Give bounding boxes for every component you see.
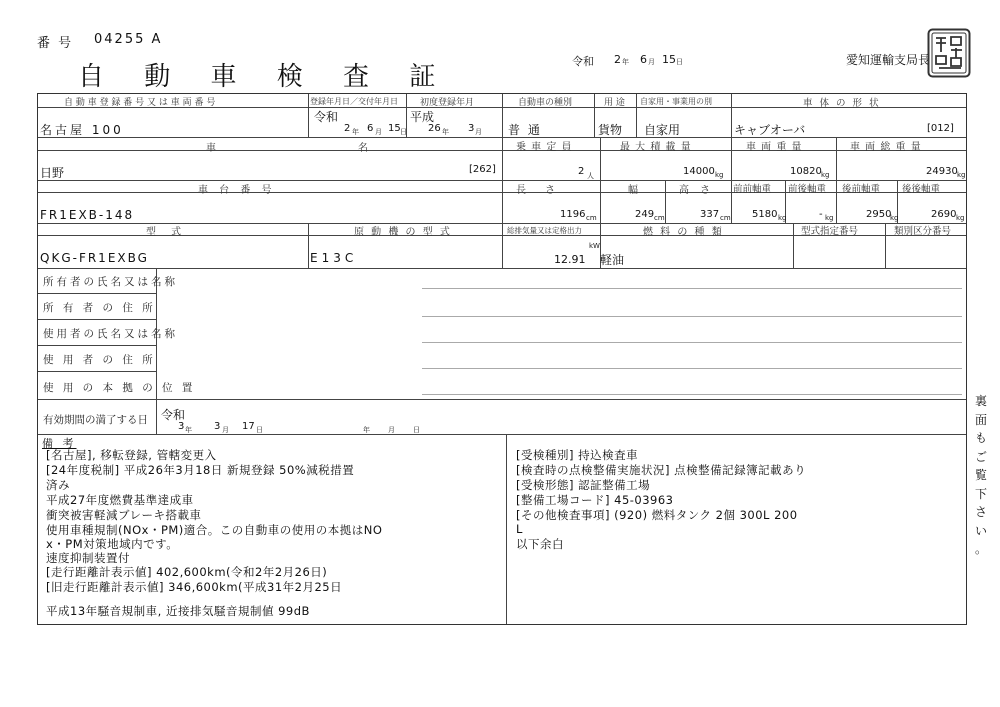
remark-line: [走行距離計表示値] 402,600km(令和2年2月26日) — [46, 565, 328, 579]
displacement-unit: kW — [589, 242, 600, 250]
certificate-number-label: 番 号 — [37, 36, 74, 51]
chassis-number: FR1EXB-148 — [40, 208, 135, 222]
kg-unit: kg — [821, 171, 830, 179]
label-first-registration: 初度登録年月 — [420, 98, 475, 108]
make-code: [262] — [469, 164, 496, 175]
issue-day-unit: 日 — [676, 58, 683, 66]
fuel-type: 軽油 — [600, 253, 625, 267]
blank-line — [422, 394, 962, 395]
rule — [594, 94, 595, 137]
rule — [836, 180, 837, 223]
rule — [308, 223, 309, 268]
day-unit: 日 — [400, 128, 407, 136]
gross-weight: 24930 — [926, 166, 958, 177]
remark-line: [その他検査事項] (920) 燃料タンク 2個 300L 200 — [516, 508, 798, 522]
remark-line: 速度抑制装置付 — [46, 551, 130, 565]
rule — [308, 94, 309, 137]
rule — [836, 137, 837, 180]
year-unit: 年 — [185, 426, 192, 434]
private-business: 自家用 — [644, 123, 681, 137]
expiry-day: 17 — [242, 421, 255, 432]
vehicle-kind: 普 通 — [508, 123, 542, 137]
label-front-front-axle: 前前軸重 — [733, 184, 772, 195]
rule — [38, 434, 966, 435]
label-displacement: 総排気量又は定格出力 — [507, 226, 582, 235]
first-registration-year: 26 — [428, 123, 441, 134]
remark-line: [名古屋], 移転登録, 管轄変更入 — [46, 448, 217, 462]
year-unit: 年 — [442, 128, 449, 136]
remark-line: 使用車種規制(NOx・PM)適合。この自動車の使用の本拠はNO — [46, 523, 383, 537]
remark-line: 平成27年度燃費基準達成車 — [46, 493, 194, 507]
kg-unit: kg — [778, 214, 787, 222]
remark-line: [受検種別] 持込検査車 — [516, 448, 639, 462]
remark-line: 衝突被害軽減ブレーキ搭載車 — [46, 508, 202, 522]
cm-unit: cm — [720, 214, 731, 222]
issue-date-year: 2 — [614, 53, 621, 66]
vehicle-weight: 10820 — [790, 166, 822, 177]
cm-unit: cm — [586, 214, 597, 222]
label-height: 高 さ — [679, 185, 715, 196]
capacity: 2 — [578, 166, 585, 177]
label-base-location: 使 用 の 本 拠 の 位 置 — [43, 382, 196, 394]
label-fuel-type: 燃 料 の 種 類 — [643, 227, 724, 238]
rear-front-axle-weight: 2950 — [866, 209, 892, 220]
rule — [665, 180, 666, 223]
issuer-name: 愛知運輸支局長 — [846, 53, 931, 67]
expiry-year: 3 — [178, 421, 185, 432]
official-seal — [927, 28, 971, 78]
issue-year-unit: 年 — [622, 58, 629, 66]
label-owner-name: 所有者の氏名又は名称 — [43, 276, 178, 288]
rear-rear-axle-weight: 2690 — [931, 209, 957, 220]
label-private-business: 自家用・事業用の別 — [640, 97, 712, 106]
rule — [506, 434, 507, 624]
remark-line: [整備工場コード] 45-03963 — [516, 493, 674, 507]
rule — [502, 180, 503, 223]
blank-day-unit: 日 — [413, 426, 420, 434]
cm-unit: cm — [654, 214, 665, 222]
label-length: 長 さ — [516, 185, 564, 196]
rule — [38, 319, 156, 320]
blank-line — [422, 342, 962, 343]
usage: 貨物 — [598, 123, 623, 137]
make: 日野 — [40, 166, 65, 180]
month-unit: 月 — [375, 128, 382, 136]
rule — [38, 293, 156, 294]
displacement: 12.91 — [554, 253, 586, 266]
kg-unit: kg — [890, 214, 899, 222]
max-load: 14000 — [683, 166, 715, 177]
label-make: 車 — [206, 143, 216, 154]
side-note-char: 面 — [974, 412, 987, 427]
rule — [636, 94, 637, 137]
issue-date-month: 6 — [640, 53, 647, 66]
label-gross-weight: 車 両 総 重 量 — [850, 142, 922, 153]
remarks-label: 備 考 — [42, 437, 77, 450]
label-body-shape: 車 体 の 形 状 — [803, 98, 881, 109]
rule — [885, 223, 886, 268]
label-user-name: 使用者の氏名又は名称 — [43, 328, 178, 340]
body-shape: キャブオーバ — [734, 123, 806, 137]
certificate-number: 04255 A — [94, 32, 163, 47]
capacity-unit: 人 — [587, 172, 594, 180]
remark-line: 済み — [46, 478, 70, 492]
kg-unit: kg — [715, 171, 724, 179]
rule — [600, 137, 601, 180]
label-width: 幅 — [628, 185, 638, 196]
front-rear-axle-weight: - — [819, 209, 823, 220]
remark-line: [旧走行距離計表示値] 346,600km(平成31年2月25日 — [46, 580, 343, 594]
label-max-load: 最 大 積 載 量 — [620, 142, 692, 153]
blank-month-unit: 月 — [388, 426, 395, 434]
engine-model: E13C — [310, 251, 358, 265]
first-registration-month: 3 — [468, 123, 475, 134]
remark-line: L — [516, 522, 523, 536]
document-title: 自 動 車 検 査 証 — [78, 62, 452, 92]
label-registration-number: 自 動 車 登 録 番 号 又 は 車 両 番 号 — [64, 98, 216, 108]
label-user-address: 使 用 者 の 住 所 — [43, 354, 156, 366]
side-note-char: 裏 — [974, 394, 987, 408]
label-usage: 用 途 — [604, 98, 625, 108]
label-vehicle-weight: 車 両 重 量 — [746, 142, 803, 153]
rule — [38, 399, 966, 400]
rule — [38, 371, 156, 372]
expiry-era: 令和 — [161, 408, 186, 422]
side-note-char: 覧 — [974, 468, 987, 482]
issue-date-era: 令和 — [572, 55, 594, 68]
rule — [502, 137, 503, 180]
label-name: 名 — [358, 143, 368, 154]
month-unit: 月 — [222, 426, 229, 434]
side-note-char: い — [974, 523, 987, 538]
issue-date-day: 15 — [662, 53, 676, 66]
rule — [600, 180, 601, 223]
label-category-number: 類別区分番号 — [894, 226, 952, 237]
label-owner-address: 所 有 者 の 住 所 — [43, 302, 156, 314]
side-note-char: 下 — [974, 486, 987, 501]
label-type-designation: 型式指定番号 — [801, 226, 859, 237]
issue-month-unit: 月 — [648, 58, 655, 66]
side-note-char: 。 — [974, 542, 987, 556]
certificate-table — [37, 93, 967, 625]
rule — [731, 180, 732, 223]
kg-unit: kg — [825, 214, 834, 222]
registration-day: 15 — [388, 123, 401, 134]
front-front-axle-weight: 5180 — [752, 209, 778, 220]
kg-unit: kg — [957, 171, 966, 179]
blank-line — [422, 288, 962, 289]
side-note-char: さ — [974, 505, 987, 519]
label-vehicle-kind: 自動車の種別 — [518, 98, 573, 108]
remark-line: [検査時の点検整備実施状況] 点検整備記録簿記載あり — [516, 463, 807, 477]
length: 1196 — [560, 209, 586, 220]
rule — [793, 223, 794, 268]
year-unit: 年 — [352, 128, 359, 136]
rule — [502, 223, 503, 268]
width: 249 — [635, 209, 655, 220]
body-shape-code: [012] — [927, 123, 954, 134]
day-unit: 日 — [256, 426, 263, 434]
rule — [38, 345, 156, 346]
label-expiry-date: 有効期間の満了する日 — [43, 414, 148, 426]
label-model: 型 式 — [146, 227, 188, 238]
remark-line: 以下余白 — [516, 537, 564, 551]
side-note — [972, 392, 990, 559]
label-front-rear-axle: 前後軸重 — [788, 184, 827, 195]
label-capacity: 乗 車 定 員 — [516, 142, 573, 153]
rule — [502, 94, 503, 137]
registration-number: 名古屋 100 — [40, 123, 124, 137]
expiry-month: 3 — [214, 421, 221, 432]
label-rear-rear-axle: 後後軸重 — [902, 184, 941, 195]
remark-line: [受検形態] 認証整備工場 — [516, 478, 651, 492]
blank-year-unit: 年 — [363, 426, 370, 434]
rule — [38, 268, 966, 269]
side-note-char: も — [974, 431, 987, 445]
label-chassis-number: 車 台 番 号 — [198, 185, 276, 196]
month-unit: 月 — [475, 128, 482, 136]
first-registration-era: 平成 — [410, 110, 435, 124]
remark-line: 平成13年騒音規制車, 近接排気騒音規制値 99dB — [46, 604, 310, 618]
rule — [731, 137, 732, 180]
blank-line — [422, 368, 962, 369]
label-rear-front-axle: 後前軸重 — [842, 184, 881, 195]
label-registration-date: 登録年月日／交付年月日 — [310, 97, 398, 106]
side-note-char: ご — [974, 449, 987, 464]
registration-month: 6 — [367, 123, 374, 134]
label-engine-model: 原 動 機 の 型 式 — [354, 227, 452, 238]
vehicle-model: QKG-FR1EXBG — [40, 251, 149, 265]
kg-unit: kg — [956, 214, 965, 222]
registration-year: 2 — [344, 123, 351, 134]
registration-era: 令和 — [314, 110, 339, 124]
rule — [731, 94, 732, 137]
remark-line: [24年度税制] 平成26年3月18日 新規登録 50%減税措置 — [46, 463, 355, 477]
height: 337 — [700, 209, 720, 220]
remark-line: x・PM対策地域内です。 — [46, 537, 179, 551]
blank-line — [422, 316, 962, 317]
rule — [156, 268, 157, 434]
